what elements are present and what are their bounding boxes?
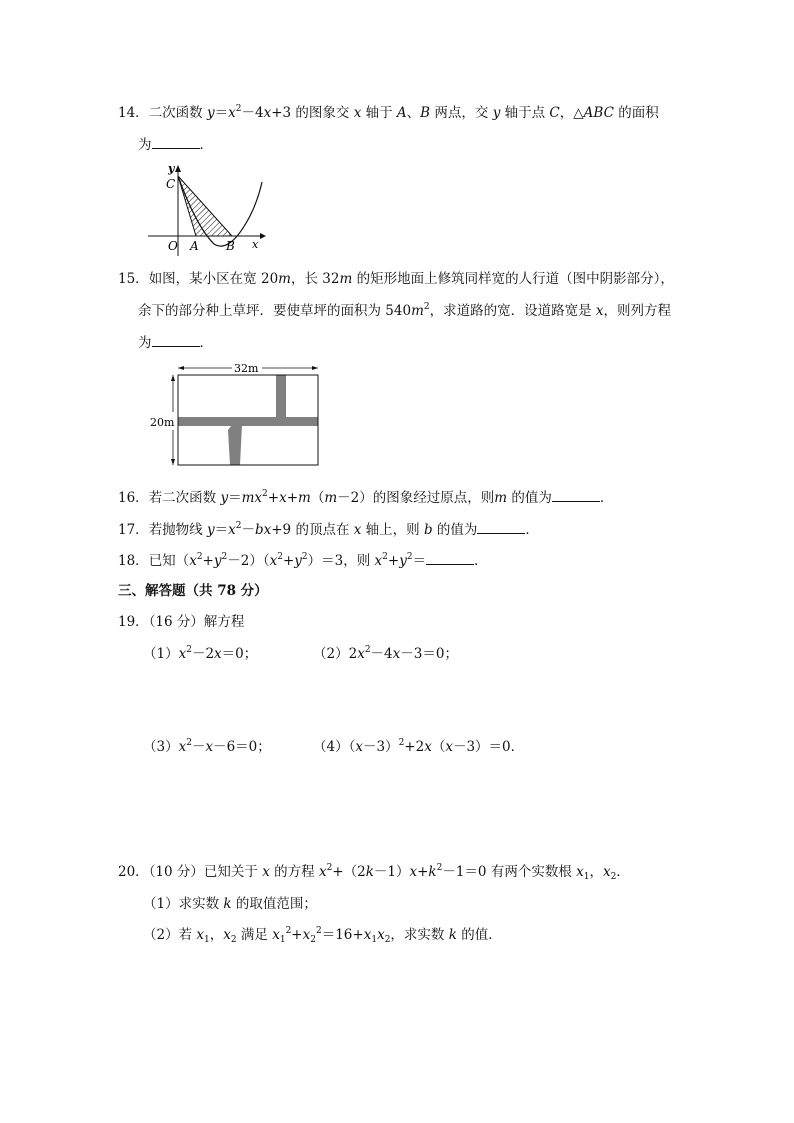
q15-line3: 为 ． <box>138 335 213 351</box>
q15-line1: 15．如图，某小区在宽 20m，长 32m 的矩形地面上修筑同样宽的人行道（图中阴影部分）， <box>118 271 674 287</box>
label-c: C <box>166 177 176 191</box>
q20-line1: 20．（10 分）已知关于 x 的方程 $x^2+(2k-1)x+k^2-1=0$ 有两个实数根 $x_1$，$x_2$． <box>118 863 630 882</box>
q19-part2: $(2)2x^2-4x-3=0$； <box>313 645 458 662</box>
q20-sub1: （1）求实数 k 的取值范围； <box>143 896 317 912</box>
q19-part4: $(4)(x-3)^2+2x(x-3)=0$． <box>313 738 525 755</box>
rectangle-road-figure <box>148 362 328 472</box>
road-horizontal <box>178 417 318 426</box>
answer-blank <box>477 520 525 534</box>
label-b: B <box>226 239 235 253</box>
q14-line1: 14．二次函数 $y=x^2-4x+3$ 的图象交 x 轴于 A、B 两点，交 y 轴于点 C，△ABC 的面积 <box>118 104 659 121</box>
label-20m: 20m <box>150 416 175 429</box>
q19-title: 19．（16 分）解方程 <box>118 614 245 630</box>
q15-line2: 余下的部分种上草坪．要使草坪的面积为 $540m^2$，求道路的宽．设道路宽是 x，则列方程 <box>138 302 672 319</box>
label-y: y <box>168 162 175 175</box>
label-x: x <box>252 238 259 251</box>
triangle-abc <box>178 176 232 236</box>
label-a: A <box>190 239 199 253</box>
q14-line2: 为 ． <box>138 137 213 153</box>
road-vertical-top <box>276 375 286 418</box>
q19-part3: $(3)x^2-x-6=0$； <box>143 738 271 755</box>
answer-blank <box>426 551 474 565</box>
q17-line: 17．若抛物线 $y=x^2-bx+9$ 的顶点在 x 轴上，则 b 的值为 ． <box>118 521 539 538</box>
section-heading: 三、解答题（共 78 分） <box>118 583 268 599</box>
answer-blank <box>152 333 200 347</box>
road-vertical-bottom <box>228 425 242 465</box>
parabola-figure <box>140 160 270 260</box>
q18-line: 18．已知$(x^2+y^2-2)(x^2+y^2)=3$，则 $x^2+y^2=$ ． <box>118 552 488 569</box>
answer-blank <box>152 135 200 149</box>
q20-sub2: （2）若 $x_1$，$x_2$ 满足 $x_1^2+x_2^2=16+x_1x_2$，求实数 k 的值． <box>143 926 502 945</box>
label-32m: 32m <box>234 362 259 375</box>
q16-line: 16．若二次函数 $y=mx^2+x+m(m-2)$的图象经过原点，则m 的值为 ． <box>118 489 614 506</box>
q19-part1: $(1)x^2-2x=0$； <box>143 645 258 662</box>
answer-blank <box>552 488 600 502</box>
label-o: O <box>168 239 178 253</box>
